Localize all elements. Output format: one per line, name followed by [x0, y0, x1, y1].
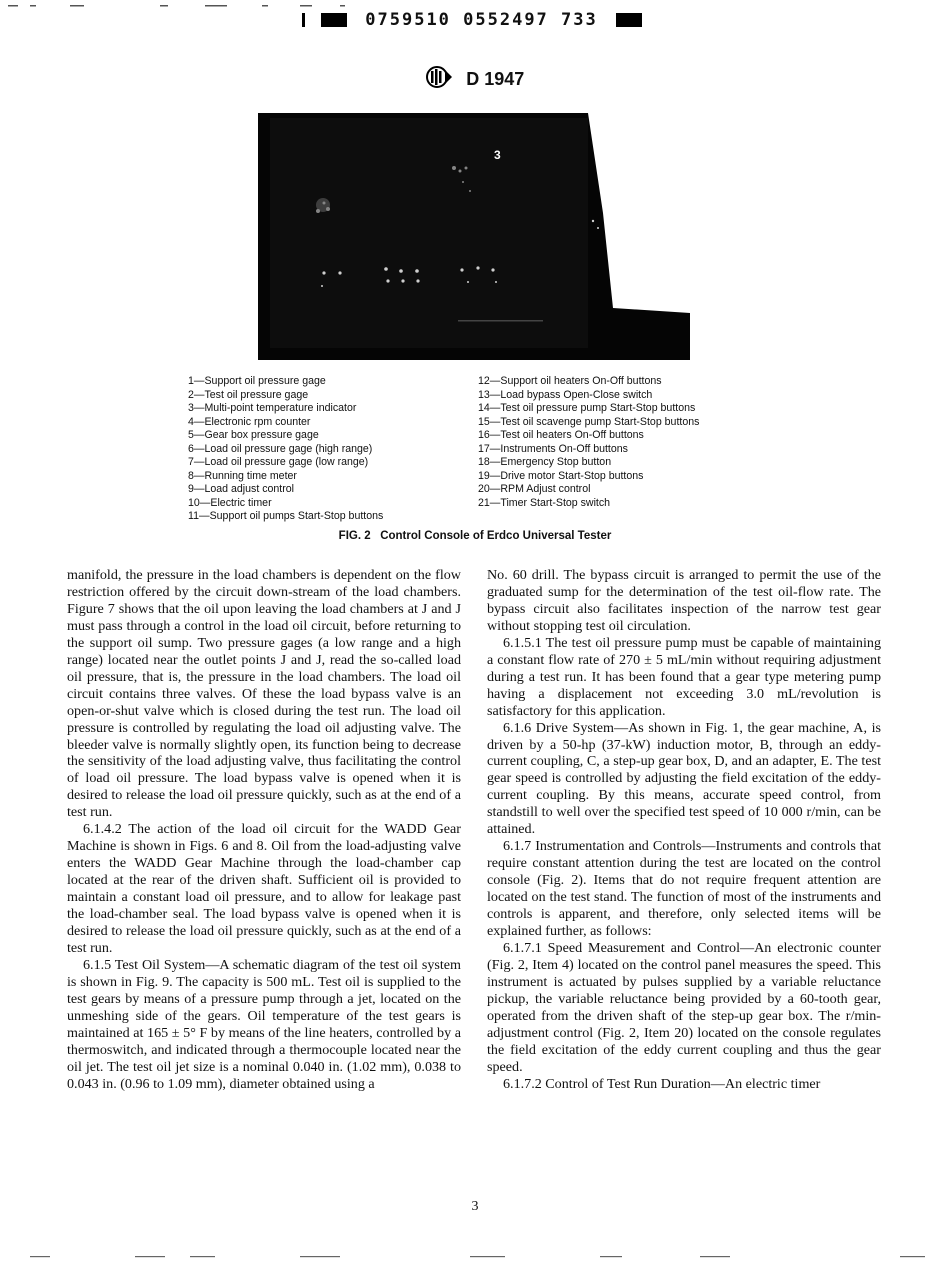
- legend-item: 20—RPM Adjust control: [478, 483, 591, 495]
- legend-item: 9—Load adjust control: [188, 483, 295, 495]
- legend-item: 13—Load bypass Open-Close switch: [478, 388, 653, 401]
- scan-code: 0759510 0552497 733: [365, 10, 598, 30]
- paragraph: 6.1.5.1 The test oil pressure pump must be capable of maintaining a constant flow rate of 270 ± 5 mL/min without requiring adjustment during a test run. It has been found that a gear type metering pump having a displacement not exceeding 3.0 mL/revolution is satisfactory for this application.: [487, 634, 881, 719]
- scan-artifact-bottom: [0, 1255, 950, 1259]
- scan-block-mark: [321, 13, 347, 27]
- legend-item: 18—Emergency Stop button: [478, 456, 612, 468]
- scan-id-line: [0, 10, 950, 30]
- legend-item: 5—Gear box pressure gage: [188, 429, 319, 441]
- paragraph: 6.1.7 Instrumentation and Controls—Instruments and controls that require constant attention during the test are located on the control console (Fig. 2). Items that do not require frequent attention are located on the test stand. The function of most of the instruments and controls is apparent, and therefore, only selected items will be explained further, as follows:: [487, 838, 881, 940]
- document-header: [0, 66, 950, 93]
- paragraph: No. 60 drill. The bypass circuit is arranged to permit the use of the graduated sump for the determination of the test oil-flow rate. The bypass circuit also facilitates inspection of the narrow test gear without stopping test oil circulation.: [487, 567, 881, 634]
- text-column-right: [487, 567, 881, 1093]
- text-column-left: [67, 567, 461, 1093]
- legend-item: 2—Test oil pressure gage: [188, 388, 309, 401]
- page-number: 3: [471, 1199, 479, 1214]
- legend-item: 21—Timer Start-Stop switch: [478, 496, 611, 509]
- legend-item: 4—Electronic rpm counter: [188, 415, 311, 428]
- scan-bar-mark: [302, 13, 305, 27]
- legend-item: 14—Test oil pressure pump Start-Stop buttons: [478, 402, 696, 414]
- astm-logo-icon: [426, 66, 454, 93]
- paragraph: manifold, the pressure in the load chambers is dependent on the flow restriction offered by the circuit down-stream of the load chambers. Figure 7 shows that the oil upon leaving the load chambers at J and J must pass through a control in the load oil circuit, before returning to the support oil sump. Two pressure gages (a low range and a high range) located near the outlet points J and J, read the so-called load oil pressure, that is, the pressure in the load chambers. The load oil circuit contains three valves. Of these the load bypass valve is an open-or-shut valve which is closed during the test run. The load oil pressure is controlled by regulating the load oil adjusting valve. The bleeder valve is normally slightly open, its function being to decrease the sensitivity of the load adjusting valve, thus facilitating the control of load oil pressure. The load bypass valve is opened when it is desired to release the load oil pressure quickly, such as at the end of a test run.: [67, 567, 461, 821]
- photo-label: 3: [494, 148, 501, 162]
- legend-item: 11—Support oil pumps Start-Stop buttons: [188, 510, 384, 522]
- legend-item: 10—Electric timer: [188, 496, 272, 509]
- legend-item: 3—Multi-point temperature indicator: [188, 402, 357, 414]
- legend-item: 6—Load oil pressure gage (high range): [188, 442, 373, 455]
- legend-item: 19—Drive motor Start-Stop buttons: [478, 469, 644, 482]
- control-console-photo: [258, 113, 690, 360]
- legend-item: 15—Test oil scavenge pump Start-Stop buttons: [478, 415, 700, 428]
- figure-legend-left: [188, 375, 383, 524]
- paragraph: 6.1.4.2 The action of the load oil circuit for the WADD Gear Machine is shown in Figs. 6 and 8. Oil from the load-adjusting valve enters the WADD Gear Machine through the load-chamber cap located at the rear of the driven shaft. Sufficient oil is provided to maintain a constant load oil pressure, and to allow for leakage past the load-chamber seal. The load bypass valve is opened when it is desired to release the load oil pressure quickly, such as at the end of a test run.: [67, 821, 461, 956]
- legend-item: 8—Running time meter: [188, 469, 297, 482]
- figure-legend-right: [478, 375, 699, 510]
- legend-item: 16—Test oil heaters On-Off buttons: [478, 429, 644, 441]
- scan-artifact-top: [0, 4, 950, 8]
- scan-block-mark: [616, 13, 642, 27]
- document-code: D 1947: [466, 69, 525, 89]
- paragraph: 6.1.7.2 Control of Test Run Duration—An electric timer: [503, 1075, 821, 1092]
- paragraph: 6.1.6 Drive System—As shown in Fig. 1, the gear machine, A, is driven by a 50-hp (37-kW) induction motor, B, through an eddy-current coupling, C, a step-up gear box, D, and an adapter, E. The test gear speed is controlled by adjusting the field excitation of the eddy-current coupling. By this means, accurate speed control, from standstill to well over the specified test speed of 10 000 r/min, can be attained.: [487, 719, 881, 838]
- paragraph: 6.1.5 Test Oil System—A schematic diagram of the test oil system is shown in Fig. 9. The capacity is 500 mL. Test oil is supplied to the test gears by means of a pressure pump through a jet, located on the unmeshing side of the gears. Oil temperature of the test gears is maintained at 165 ± 5° F by means of the line heaters, controlled by a thermoswitch, and indicated through a thermocouple located near the oil jet. The test oil jet size is a nominal 0.040 in. (1.02 mm), 0.038 to 0.043 in. (0.96 to 1.09 mm), diameter obtained using a: [67, 956, 461, 1092]
- legend-item: 17—Instruments On-Off buttons: [478, 442, 628, 455]
- figure-caption: FIG. 2 Control Console of Erdco Universal Tester: [338, 530, 612, 542]
- legend-item: 12—Support oil heaters On-Off buttons: [478, 375, 662, 387]
- legend-item: 7—Load oil pressure gage (low range): [188, 456, 369, 468]
- paragraph: 6.1.7.1 Speed Measurement and Control—An electronic counter (Fig. 2, Item 4) located on the control panel measures the speed. This instrument is actuated by pulses supplied by a variable reluctance pickup, the variable reluctance being provided by a 60-tooth gear, operated from the driven shaft of the step-up gear box. The r/min-adjustment control (Fig. 2, Item 20) located on the console regulates the field excitation of the eddy current coupling and thus the gear speed.: [487, 939, 881, 1075]
- legend-item: 1—Support oil pressure gage: [188, 375, 326, 387]
